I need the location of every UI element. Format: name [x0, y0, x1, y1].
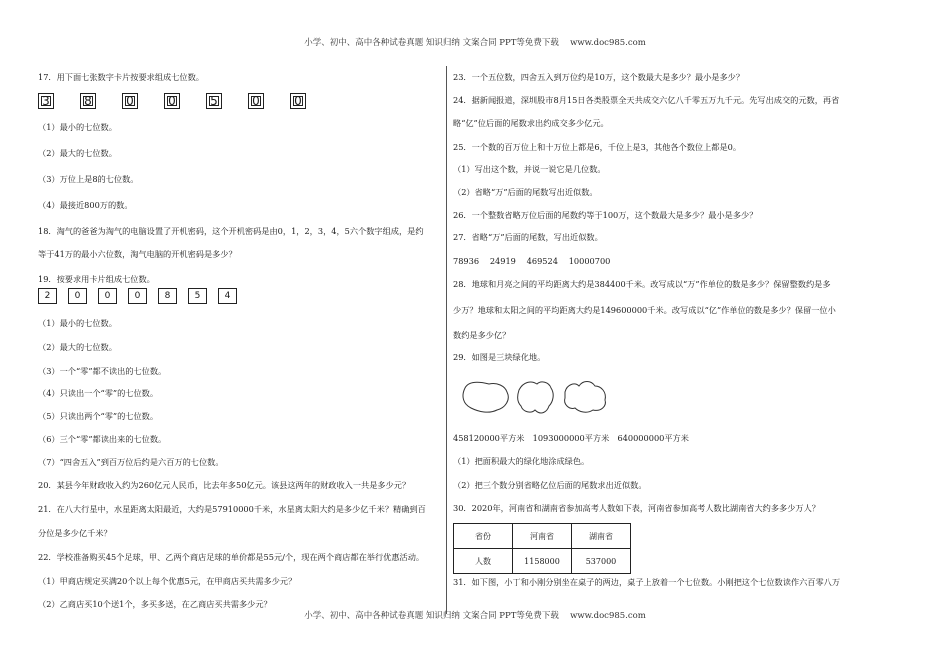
table-header-cell: 河南省 — [513, 524, 572, 549]
table-cell: 537000 — [572, 549, 631, 574]
digit-card: 0 — [122, 93, 138, 109]
question-18-line2: 等于41万的最小六位数，淘气电脑的开机密码是多少？ — [38, 249, 237, 259]
digit-card: 5 — [188, 288, 207, 304]
page-footer: 小学、初中、高中各种试卷真题 知识归纳 文案合同 PPT等免费下载 www.doc985.com — [304, 611, 646, 621]
question-20: 20．某县今年财政收入约为260亿元人民币，比去年多50亿元。该县这两年的财政收入一共是多少元？ — [38, 480, 411, 490]
q19-part1: （1）最小的七位数。 — [38, 318, 117, 328]
q17-part2: （2）最大的七位数。 — [38, 148, 117, 158]
question-19: 19．按要求用卡片组成七位数。 — [38, 274, 155, 284]
question-21-line2: 分位是多少亿千米？ — [38, 528, 112, 538]
exam-population-table — [453, 523, 631, 574]
q27-numbers: 78936 24919 469524 10000700 — [453, 256, 611, 266]
question-28-line3: 数约是多少亿？ — [453, 330, 511, 340]
q17-part1: （1）最小的七位数。 — [38, 122, 117, 132]
q17-part3: （3）万位上是8的七位数。 — [38, 174, 139, 184]
digit-card: 0 — [248, 93, 264, 109]
digit-card: 0 — [128, 288, 147, 304]
question-31: 31．如下图，小丁和小刚分别坐在桌子的两边，桌子上放着一个七位数。小刚把这个七位数读作六百零八万 — [453, 577, 841, 587]
question-21-line1: 21．在八大行星中，水星距离太阳最近，大约是57910000千米，水星离太阳大约是多少亿千米？精确到百 — [38, 504, 426, 514]
question-17: 17．用下面七张数字卡片按要求组成七位数。 — [38, 72, 204, 82]
green-land-shapes — [461, 378, 611, 418]
question-29: 29．如图是三块绿化地。 — [453, 352, 546, 362]
table-header-row — [454, 524, 631, 549]
digit-card: 3 — [38, 93, 54, 109]
q22-part2: （2）乙商店买10个送1个，多买多送，在乙商店买共需多少元？ — [38, 599, 272, 609]
digit-cards-q17 — [38, 93, 332, 109]
q29-part1: （1）把面积最大的绿化地涂成绿色。 — [453, 456, 590, 466]
digit-card: 0 — [68, 288, 87, 304]
table-row — [454, 549, 631, 574]
land-shape-2 — [518, 382, 553, 413]
question-24-line2: 略“亿”位后面的尾数求出约成交多少亿元。 — [453, 118, 609, 128]
q25-part1: （1）写出这个数，并说一说它是几位数。 — [453, 164, 606, 174]
question-28-line2: 少万？地球和太阳之间的平均距离大约是149600000千米。改写成以“亿”作单位的数是多少？保留一位小 — [453, 305, 836, 315]
table-header-cell: 省份 — [454, 524, 513, 549]
q25-part2: （2）省略“万”后面的尾数写出近似数。 — [453, 187, 598, 197]
table-cell: 人数 — [454, 549, 513, 574]
question-23: 23．一个五位数，四舍五入到万位约是10万，这个数最大是多少？最小是多少？ — [453, 72, 745, 82]
question-24-line1: 24．据新闻报道，深圳股市8月15日各类股票全天共成交六亿八千零五万九千元。先写出成交的元数，再省 — [453, 95, 840, 105]
q19-part4: （4）只读出一个“零”的七位数。 — [38, 388, 159, 398]
q19-part5: （5）只读出两个“零”的七位数。 — [38, 411, 159, 421]
land-shape-1 — [463, 382, 508, 412]
question-28-line1: 28．地球和月亮之间的平均距离大约是384400千米。改写成以“万”作单位的数是多少？保留整数约是多 — [453, 279, 831, 289]
digit-card: 0 — [290, 93, 306, 109]
digit-card: 4 — [218, 288, 237, 304]
table-cell: 1158000 — [513, 549, 572, 574]
table-header-cell: 湖南省 — [572, 524, 631, 549]
page-header: 小学、初中、高中各种试卷真题 知识归纳 文案合同 PPT等免费下载 www.doc985.com — [304, 38, 646, 48]
q22-part1: （1）甲商店规定买满20个以上每个优惠5元，在甲商店买共需多少元？ — [38, 576, 297, 586]
q19-part2: （2）最大的七位数。 — [38, 342, 117, 352]
question-30: 30．2020年，河南省和湖南省参加高考人数如下表，河南省参加高考人数比湖南省大约多多少万人？ — [453, 503, 820, 513]
q29-part2: （2）把三个数分别省略亿位后面的尾数求出近似数。 — [453, 480, 647, 490]
question-22: 22．学校准备购买45个足球，甲、乙两个商店足球的单价都是55元/个，现在两个商店都在举行优惠活动。 — [38, 552, 425, 562]
land-shape-3 — [565, 382, 606, 413]
digit-card: 5 — [206, 93, 222, 109]
q19-part6: （6）三个“零”都读出来的七位数。 — [38, 434, 167, 444]
question-25: 25．一个数的百万位上和十万位上都是6，千位上是3，其他各个数位上都是0。 — [453, 142, 742, 152]
question-18-line1: 18．淘气的爸爸为淘气的电脑设置了开机密码，这个开机密码是由0，1，2，3，4，5六个数字组成，是约 — [38, 226, 424, 236]
question-26: 26．一个整数省略万位后面的尾数约等于100万，这个数最大是多少？最小是多少？ — [453, 210, 758, 220]
question-27: 27．省略“万”后面的尾数，写出近似数。 — [453, 232, 603, 242]
column-divider — [446, 66, 447, 614]
digit-card: 2 — [38, 288, 57, 304]
digit-card: 0 — [164, 93, 180, 109]
digit-card: 8 — [80, 93, 96, 109]
digit-card: 0 — [98, 288, 117, 304]
digit-card: 8 — [158, 288, 177, 304]
q19-part7: （7）“四舍五入”到百万位后约是六百万的七位数。 — [38, 457, 224, 467]
q17-part4: （4）最接近800万的数。 — [38, 200, 133, 210]
q19-part3: （3）一个“零”都不读出的七位数。 — [38, 366, 167, 376]
digit-cards-q19 — [38, 288, 248, 304]
q29-areas: 458120000平方米 1093000000平方米 640000000平方米 — [453, 433, 689, 443]
